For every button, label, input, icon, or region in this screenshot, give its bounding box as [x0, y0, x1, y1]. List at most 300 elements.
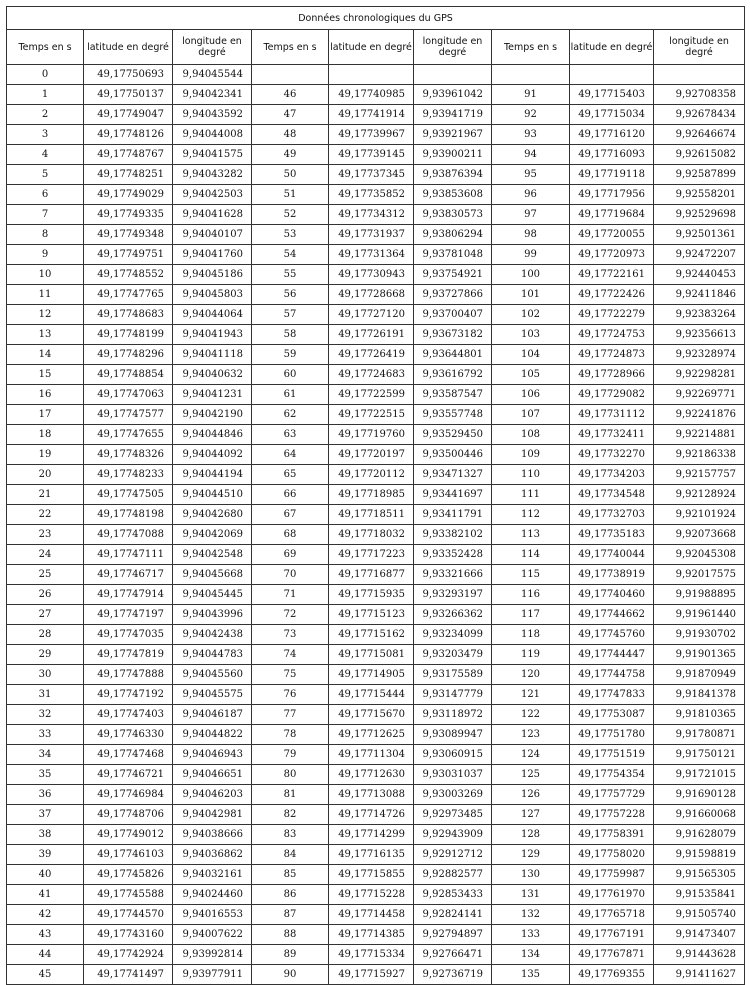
time-cell: 46	[252, 85, 329, 105]
longitude-cell: 9,92269771	[654, 385, 745, 405]
latitude-cell: 49,17715162	[329, 625, 414, 645]
latitude-cell: 49,17717956	[570, 185, 654, 205]
latitude-cell: 49,17714905	[329, 665, 414, 685]
latitude-cell: 49,17741914	[329, 105, 414, 125]
latitude-cell: 49,17739967	[329, 125, 414, 145]
latitude-cell: 49,17750693	[84, 65, 173, 85]
latitude-cell: 49,17726191	[329, 325, 414, 345]
time-cell: 74	[252, 645, 329, 665]
longitude-cell: 9,94007622	[173, 925, 252, 945]
latitude-cell: 49,17741497	[84, 965, 173, 985]
longitude-cell: 9,94046651	[173, 765, 252, 785]
longitude-cell: 9,93089947	[414, 725, 492, 745]
longitude-cell: 9,92411846	[654, 285, 745, 305]
time-cell: 43	[7, 925, 84, 945]
time-cell: 98	[492, 225, 570, 245]
longitude-cell: 9,93471327	[414, 465, 492, 485]
longitude-cell: 9,91660068	[654, 805, 745, 825]
time-cell: 42	[7, 905, 84, 925]
longitude-cell: 9,93352428	[414, 545, 492, 565]
latitude-cell: 49,17716877	[329, 565, 414, 585]
latitude-cell: 49,17749029	[84, 185, 173, 205]
time-cell: 16	[7, 385, 84, 405]
longitude-cell: 9,94041118	[173, 345, 252, 365]
latitude-cell: 49,17747577	[84, 405, 173, 425]
longitude-cell: 9,93876394	[414, 165, 492, 185]
time-cell: 91	[492, 85, 570, 105]
time-cell: 78	[252, 725, 329, 745]
longitude-cell: 9,94045186	[173, 265, 252, 285]
time-cell: 109	[492, 445, 570, 465]
longitude-cell: 9,93557748	[414, 405, 492, 425]
time-cell: 112	[492, 505, 570, 525]
latitude-cell: 49,17746103	[84, 845, 173, 865]
latitude-cell: 49,17717223	[329, 545, 414, 565]
longitude-cell: 9,93266362	[414, 605, 492, 625]
longitude-cell: 9,93147779	[414, 685, 492, 705]
time-cell: 117	[492, 605, 570, 625]
longitude-cell: 9,92157757	[654, 465, 745, 485]
latitude-cell: 49,17731937	[329, 225, 414, 245]
table-row	[7, 165, 745, 185]
column-header: longitude en degré	[173, 30, 252, 65]
longitude-cell: 9,92241876	[654, 405, 745, 425]
latitude-cell: 49,17714726	[329, 805, 414, 825]
latitude-cell: 49,17743160	[84, 925, 173, 945]
time-cell: 2	[7, 105, 84, 125]
latitude-cell: 49,17747833	[570, 685, 654, 705]
time-cell: 72	[252, 605, 329, 625]
time-cell: 134	[492, 945, 570, 965]
table-row	[7, 565, 745, 585]
latitude-cell: 49,17751780	[570, 725, 654, 745]
longitude-cell: 9,94044008	[173, 125, 252, 145]
column-header: longitude en degré	[414, 30, 492, 65]
latitude-cell: 49,17737345	[329, 165, 414, 185]
longitude-cell: 9,92766471	[414, 945, 492, 965]
time-cell: 128	[492, 825, 570, 845]
longitude-cell: 9,93853608	[414, 185, 492, 205]
latitude-cell: 49,17715670	[329, 705, 414, 725]
latitude-cell: 49,17715444	[329, 685, 414, 705]
longitude-cell: 9,92045308	[654, 545, 745, 565]
longitude-cell: 9,93644801	[414, 345, 492, 365]
time-cell: 45	[7, 965, 84, 985]
longitude-cell: 9,91930702	[654, 625, 745, 645]
longitude-cell: 9,92298281	[654, 365, 745, 385]
latitude-cell: 49,17724873	[570, 345, 654, 365]
longitude-cell: 9,92214881	[654, 425, 745, 445]
latitude-cell: 49,17714299	[329, 825, 414, 845]
longitude-cell: 9,94045668	[173, 565, 252, 585]
header-row	[7, 30, 745, 65]
longitude-cell	[414, 65, 492, 85]
time-cell: 30	[7, 665, 84, 685]
time-cell: 97	[492, 205, 570, 225]
time-cell: 127	[492, 805, 570, 825]
time-cell: 86	[252, 885, 329, 905]
table-row	[7, 885, 745, 905]
longitude-cell: 9,91901365	[654, 645, 745, 665]
time-cell: 87	[252, 905, 329, 925]
longitude-cell: 9,92328974	[654, 345, 745, 365]
latitude-cell: 49,17724683	[329, 365, 414, 385]
longitude-cell: 9,94041575	[173, 145, 252, 165]
time-cell: 49	[252, 145, 329, 165]
latitude-cell: 49,17714385	[329, 925, 414, 945]
table-row	[7, 605, 745, 625]
latitude-cell: 49,17744447	[570, 645, 654, 665]
longitude-cell: 9,91750121	[654, 745, 745, 765]
latitude-cell: 49,17715034	[570, 105, 654, 125]
longitude-cell: 9,94045544	[173, 65, 252, 85]
time-cell: 69	[252, 545, 329, 565]
longitude-cell: 9,91443628	[654, 945, 745, 965]
table-row	[7, 825, 745, 845]
table-row	[7, 205, 745, 225]
time-cell: 8	[7, 225, 84, 245]
latitude-cell: 49,17747192	[84, 685, 173, 705]
latitude-cell: 49,17722599	[329, 385, 414, 405]
time-cell: 52	[252, 205, 329, 225]
latitude-cell: 49,17719684	[570, 205, 654, 225]
longitude-cell: 9,92073668	[654, 525, 745, 545]
time-cell: 14	[7, 345, 84, 365]
latitude-cell: 49,17748854	[84, 365, 173, 385]
latitude-cell: 49,17749047	[84, 105, 173, 125]
longitude-cell: 9,91505740	[654, 905, 745, 925]
time-cell: 44	[7, 945, 84, 965]
longitude-cell: 9,94024460	[173, 885, 252, 905]
latitude-cell: 49,17747403	[84, 705, 173, 725]
latitude-cell: 49,17715935	[329, 585, 414, 605]
longitude-cell: 9,92529698	[654, 205, 745, 225]
latitude-cell: 49,17719760	[329, 425, 414, 445]
time-cell: 135	[492, 965, 570, 985]
longitude-cell: 9,93003269	[414, 785, 492, 805]
time-cell: 5	[7, 165, 84, 185]
gps-data-document	[6, 6, 744, 985]
latitude-cell: 49,17761970	[570, 885, 654, 905]
longitude-cell: 9,93961042	[414, 85, 492, 105]
longitude-cell: 9,94044064	[173, 305, 252, 325]
time-cell: 50	[252, 165, 329, 185]
latitude-cell: 49,17713088	[329, 785, 414, 805]
longitude-cell: 9,91411627	[654, 965, 745, 985]
table-row	[7, 285, 745, 305]
longitude-cell: 9,92615082	[654, 145, 745, 165]
time-cell: 68	[252, 525, 329, 545]
time-cell: 77	[252, 705, 329, 725]
time-cell: 48	[252, 125, 329, 145]
longitude-cell: 9,93921967	[414, 125, 492, 145]
column-header: latitude en degré	[84, 30, 173, 65]
time-cell: 37	[7, 805, 84, 825]
latitude-cell: 49,17748296	[84, 345, 173, 365]
longitude-cell: 9,91841378	[654, 685, 745, 705]
time-cell: 116	[492, 585, 570, 605]
latitude-cell: 49,17747111	[84, 545, 173, 565]
time-cell: 56	[252, 285, 329, 305]
latitude-cell: 49,17745760	[570, 625, 654, 645]
latitude-cell: 49,17744758	[570, 665, 654, 685]
latitude-cell: 49,17749751	[84, 245, 173, 265]
time-cell: 66	[252, 485, 329, 505]
longitude-cell: 9,93754921	[414, 265, 492, 285]
latitude-cell: 49,17748683	[84, 305, 173, 325]
latitude-cell: 49,17747655	[84, 425, 173, 445]
time-cell	[492, 65, 570, 85]
latitude-cell: 49,17744662	[570, 605, 654, 625]
latitude-cell: 49,17740985	[329, 85, 414, 105]
latitude-cell: 49,17715855	[329, 865, 414, 885]
time-cell: 107	[492, 405, 570, 425]
longitude-cell: 9,91988895	[654, 585, 745, 605]
latitude-cell: 49,17757228	[570, 805, 654, 825]
latitude-cell: 49,17716093	[570, 145, 654, 165]
latitude-cell: 49,17748233	[84, 465, 173, 485]
latitude-cell: 49,17769355	[570, 965, 654, 985]
latitude-cell: 49,17715403	[570, 85, 654, 105]
latitude-cell: 49,17712625	[329, 725, 414, 745]
column-header: Temps en s	[252, 30, 329, 65]
time-cell: 31	[7, 685, 84, 705]
table-row	[7, 805, 745, 825]
longitude-cell: 9,94042438	[173, 625, 252, 645]
time-cell: 121	[492, 685, 570, 705]
longitude-cell: 9,91565305	[654, 865, 745, 885]
table-row	[7, 425, 745, 445]
time-cell: 108	[492, 425, 570, 445]
table-row	[7, 225, 745, 245]
table-row	[7, 545, 745, 565]
longitude-cell: 9,93727866	[414, 285, 492, 305]
latitude-cell: 49,17712630	[329, 765, 414, 785]
time-cell: 124	[492, 745, 570, 765]
longitude-cell: 9,94042548	[173, 545, 252, 565]
time-cell: 38	[7, 825, 84, 845]
time-cell: 96	[492, 185, 570, 205]
longitude-cell: 9,92186338	[654, 445, 745, 465]
time-cell: 1	[7, 85, 84, 105]
time-cell	[252, 65, 329, 85]
table-row	[7, 945, 745, 965]
time-cell: 93	[492, 125, 570, 145]
latitude-cell: 49,17729082	[570, 385, 654, 405]
time-cell: 133	[492, 925, 570, 945]
longitude-cell: 9,94046943	[173, 745, 252, 765]
longitude-cell: 9,92646674	[654, 125, 745, 145]
longitude-cell: 9,93321666	[414, 565, 492, 585]
caption-row	[7, 7, 745, 30]
time-cell: 20	[7, 465, 84, 485]
table-row	[7, 85, 745, 105]
time-cell: 35	[7, 765, 84, 785]
latitude-cell: 49,17732703	[570, 505, 654, 525]
longitude-cell: 9,92017575	[654, 565, 745, 585]
time-cell: 79	[252, 745, 329, 765]
time-cell: 29	[7, 645, 84, 665]
longitude-cell: 9,92587899	[654, 165, 745, 185]
latitude-cell	[570, 65, 654, 85]
latitude-cell: 49,17748251	[84, 165, 173, 185]
time-cell: 80	[252, 765, 329, 785]
table-row	[7, 325, 745, 345]
latitude-cell: 49,17765718	[570, 905, 654, 925]
time-cell: 65	[252, 465, 329, 485]
table-row	[7, 785, 745, 805]
longitude-cell: 9,94046187	[173, 705, 252, 725]
table-row	[7, 725, 745, 745]
longitude-cell: 9,94043592	[173, 105, 252, 125]
table-row	[7, 745, 745, 765]
longitude-cell: 9,93500446	[414, 445, 492, 465]
latitude-cell: 49,17757729	[570, 785, 654, 805]
latitude-cell: 49,17758020	[570, 845, 654, 865]
table-row	[7, 865, 745, 885]
latitude-cell: 49,17767871	[570, 945, 654, 965]
longitude-cell: 9,92794897	[414, 925, 492, 945]
table-row	[7, 645, 745, 665]
latitude-cell: 49,17749348	[84, 225, 173, 245]
latitude-cell: 49,17715123	[329, 605, 414, 625]
latitude-cell: 49,17758391	[570, 825, 654, 845]
longitude-cell: 9,93977911	[173, 965, 252, 985]
time-cell: 81	[252, 785, 329, 805]
longitude-cell: 9,94042503	[173, 185, 252, 205]
longitude-cell: 9,92912712	[414, 845, 492, 865]
time-cell: 88	[252, 925, 329, 945]
time-cell: 9	[7, 245, 84, 265]
time-cell: 129	[492, 845, 570, 865]
longitude-cell: 9,92558201	[654, 185, 745, 205]
table-row	[7, 265, 745, 285]
latitude-cell: 49,17732270	[570, 445, 654, 465]
time-cell: 92	[492, 105, 570, 125]
longitude-cell: 9,94041628	[173, 205, 252, 225]
longitude-cell	[654, 65, 745, 85]
longitude-cell: 9,94044194	[173, 465, 252, 485]
longitude-cell: 9,92440453	[654, 265, 745, 285]
time-cell: 18	[7, 425, 84, 445]
time-cell: 27	[7, 605, 84, 625]
time-cell: 82	[252, 805, 329, 825]
table-row	[7, 705, 745, 725]
longitude-cell: 9,93529450	[414, 425, 492, 445]
longitude-cell: 9,92472207	[654, 245, 745, 265]
table-row	[7, 365, 745, 385]
time-cell: 40	[7, 865, 84, 885]
gps-data-table	[6, 6, 745, 985]
time-cell: 39	[7, 845, 84, 865]
time-cell: 73	[252, 625, 329, 645]
latitude-cell: 49,17759987	[570, 865, 654, 885]
time-cell: 71	[252, 585, 329, 605]
latitude-cell: 49,17720055	[570, 225, 654, 245]
latitude-cell: 49,17740044	[570, 545, 654, 565]
latitude-cell: 49,17722279	[570, 305, 654, 325]
longitude-cell: 9,92824141	[414, 905, 492, 925]
time-cell: 24	[7, 545, 84, 565]
longitude-cell: 9,94040107	[173, 225, 252, 245]
longitude-cell: 9,93900211	[414, 145, 492, 165]
time-cell: 106	[492, 385, 570, 405]
longitude-cell: 9,92882577	[414, 865, 492, 885]
table-body	[7, 65, 745, 985]
latitude-cell: 49,17715228	[329, 885, 414, 905]
longitude-cell: 9,94044092	[173, 445, 252, 465]
time-cell: 84	[252, 845, 329, 865]
longitude-cell: 9,91810365	[654, 705, 745, 725]
time-cell: 132	[492, 905, 570, 925]
latitude-cell: 49,17747468	[84, 745, 173, 765]
table-row	[7, 405, 745, 425]
latitude-cell: 49,17746984	[84, 785, 173, 805]
time-cell: 75	[252, 665, 329, 685]
latitude-cell: 49,17722515	[329, 405, 414, 425]
table-row	[7, 625, 745, 645]
longitude-cell: 9,93700407	[414, 305, 492, 325]
table-row	[7, 185, 745, 205]
latitude-cell	[329, 65, 414, 85]
longitude-cell: 9,92678434	[654, 105, 745, 125]
latitude-cell: 49,17746721	[84, 765, 173, 785]
latitude-cell: 49,17716120	[570, 125, 654, 145]
time-cell: 119	[492, 645, 570, 665]
latitude-cell: 49,17747035	[84, 625, 173, 645]
latitude-cell: 49,17735852	[329, 185, 414, 205]
time-cell: 17	[7, 405, 84, 425]
latitude-cell: 49,17739145	[329, 145, 414, 165]
longitude-cell: 9,93992814	[173, 945, 252, 965]
longitude-cell: 9,94043282	[173, 165, 252, 185]
longitude-cell: 9,94044510	[173, 485, 252, 505]
time-cell: 62	[252, 405, 329, 425]
column-header: latitude en degré	[329, 30, 414, 65]
latitude-cell: 49,17731112	[570, 405, 654, 425]
longitude-cell: 9,93175589	[414, 665, 492, 685]
latitude-cell: 49,17738919	[570, 565, 654, 585]
time-cell: 51	[252, 185, 329, 205]
time-cell: 0	[7, 65, 84, 85]
longitude-cell: 9,94041231	[173, 385, 252, 405]
latitude-cell: 49,17745588	[84, 885, 173, 905]
longitude-cell: 9,94045575	[173, 685, 252, 705]
latitude-cell: 49,17747197	[84, 605, 173, 625]
longitude-cell: 9,94032161	[173, 865, 252, 885]
time-cell: 99	[492, 245, 570, 265]
time-cell: 23	[7, 525, 84, 545]
time-cell: 10	[7, 265, 84, 285]
time-cell: 122	[492, 705, 570, 725]
longitude-cell: 9,92101924	[654, 505, 745, 525]
time-cell: 32	[7, 705, 84, 725]
time-cell: 3	[7, 125, 84, 145]
time-cell: 120	[492, 665, 570, 685]
latitude-cell: 49,17718511	[329, 505, 414, 525]
longitude-cell: 9,91473407	[654, 925, 745, 945]
time-cell: 114	[492, 545, 570, 565]
latitude-cell: 49,17726419	[329, 345, 414, 365]
table-row	[7, 385, 745, 405]
latitude-cell: 49,17735183	[570, 525, 654, 545]
longitude-cell: 9,94045560	[173, 665, 252, 685]
table-row	[7, 105, 745, 125]
longitude-cell: 9,94042069	[173, 525, 252, 545]
latitude-cell: 49,17732411	[570, 425, 654, 445]
time-cell: 115	[492, 565, 570, 585]
time-cell: 54	[252, 245, 329, 265]
